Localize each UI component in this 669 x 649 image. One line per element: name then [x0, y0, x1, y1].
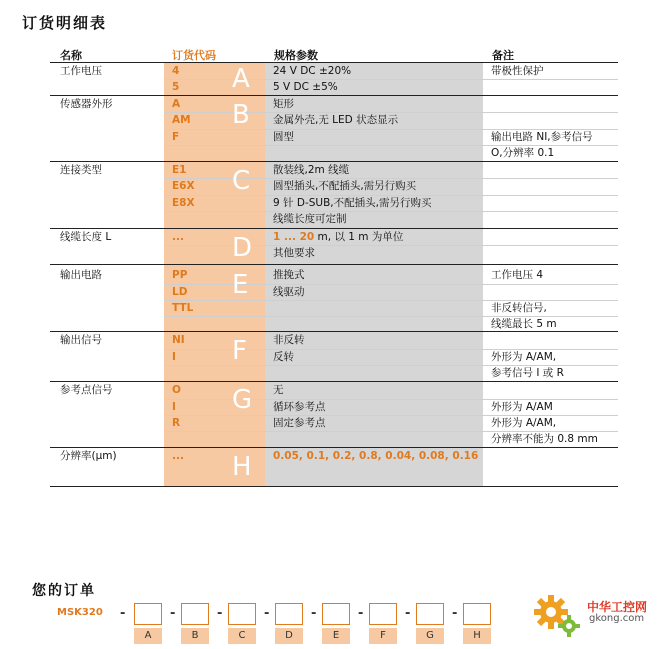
spec-value: 散装线,2m 线缆	[273, 164, 350, 176]
row-divider	[164, 300, 618, 301]
order-code: R	[172, 417, 181, 429]
order-code: I	[172, 351, 176, 363]
spec-value: 其他要求	[273, 247, 315, 259]
section-letter: G	[232, 385, 253, 415]
param-name: 连接类型	[60, 164, 102, 176]
note-text: 外形为 A/AM,	[491, 417, 557, 429]
order-separator: -	[452, 606, 458, 621]
spec-value: 圆型	[273, 131, 294, 143]
section-letter: C	[232, 166, 251, 196]
order-code-label: A	[134, 628, 162, 644]
order-code-label: G	[416, 628, 444, 644]
order-code: TTL	[172, 302, 194, 314]
header-name: 名称	[60, 49, 82, 62]
param-name: 参考点信号	[60, 384, 113, 396]
header-spec: 规格参数	[274, 49, 318, 62]
note-text: O,分辨率 0.1	[491, 147, 555, 159]
logo-url: gkong.com	[589, 613, 645, 624]
row-divider	[50, 228, 618, 229]
row-divider	[50, 447, 618, 448]
spec-value: 非反转	[273, 334, 305, 346]
spec-value: 线驱动	[273, 286, 305, 298]
section-letter: E	[232, 270, 249, 300]
order-code-label: C	[228, 628, 256, 644]
spec-unit: m, 以 1 m 为单位	[314, 231, 404, 243]
row-divider	[50, 381, 618, 382]
row-divider	[164, 211, 618, 212]
row-divider	[50, 95, 618, 96]
order-code: ...	[172, 231, 184, 243]
spec-value: 固定参考点	[273, 417, 326, 429]
param-name: 传感器外形	[60, 98, 113, 110]
order-code-input-f[interactable]	[369, 603, 397, 625]
order-code-input-b[interactable]	[181, 603, 209, 625]
spec-value: 推挽式	[273, 269, 305, 281]
param-name: 输出电路	[60, 269, 102, 281]
page-title: 订货明细表	[22, 14, 108, 32]
order-code: E6X	[172, 180, 195, 192]
order-code-input-c[interactable]	[228, 603, 256, 625]
order-code: LD	[172, 286, 188, 298]
param-name: 线缆长度 L	[60, 231, 112, 243]
header-note: 备注	[492, 49, 514, 62]
section-letter: B	[232, 100, 250, 130]
order-code: NI	[172, 334, 185, 346]
section-letter: H	[232, 452, 252, 482]
order-code: A	[172, 98, 181, 110]
model-label: MSK320	[57, 607, 103, 618]
gear-icon	[531, 592, 585, 640]
note-text: 输出电路 NI,参考信号	[491, 131, 593, 143]
order-code-input-d[interactable]	[275, 603, 303, 625]
note-text: 带极性保护	[491, 65, 544, 77]
header-code: 订货代码	[172, 49, 216, 62]
order-code: ...	[172, 450, 184, 462]
order-code: E8X	[172, 197, 195, 209]
gkong-logo	[531, 592, 661, 642]
note-text: 非反转信号,	[491, 302, 547, 314]
spec-value: 无	[273, 384, 284, 396]
spec-value: 循环参考点	[273, 401, 326, 413]
note-text: 参考信号 I 或 R	[491, 367, 564, 379]
spec-value: 9 针 D-SUB,不配插头,需另行购买	[273, 197, 432, 209]
order-code: F	[172, 131, 180, 143]
order-section-title: 您的订单	[32, 583, 96, 599]
row-divider	[50, 62, 618, 63]
order-code: 4	[172, 65, 180, 77]
order-code: 5	[172, 81, 180, 93]
spec-value	[273, 230, 403, 244]
param-name: 工作电压	[60, 65, 102, 77]
order-code-input-h[interactable]	[463, 603, 491, 625]
order-separator: -	[311, 606, 317, 621]
param-name: 分辨率(μm)	[60, 450, 117, 462]
section-letter: A	[232, 64, 250, 94]
spec-value: 圆型插头,不配插头,需另行购买	[273, 180, 417, 192]
order-separator: -	[170, 606, 176, 621]
order-code-input-e[interactable]	[322, 603, 350, 625]
spec-value: 5 V DC ±5%	[273, 81, 338, 93]
order-code: O	[172, 384, 181, 396]
order-separator: -	[217, 606, 223, 621]
order-separator: -	[120, 606, 126, 621]
note-text: 线缆最长 5 m	[491, 318, 557, 330]
note-text: 外形为 A/AM,	[491, 351, 557, 363]
order-separator: -	[358, 606, 364, 621]
note-text: 工作电压 4	[491, 269, 544, 281]
order-code-label: E	[322, 628, 350, 644]
order-code: AM	[172, 114, 191, 126]
row-divider	[50, 161, 618, 162]
spec-range: 1 ... 20	[273, 231, 315, 243]
order-code-label: B	[181, 628, 209, 644]
section-letter: D	[232, 233, 253, 263]
order-code-label: D	[275, 628, 303, 644]
param-name: 输出信号	[60, 334, 102, 346]
spec-value: 线缆长度可定制	[273, 213, 347, 225]
note-text: 外形为 A/AM	[491, 401, 553, 413]
spec-value: 0.05, 0.1, 0.2, 0.8, 0.04, 0.08, 0.16	[273, 450, 479, 462]
order-code-label: H	[463, 628, 491, 644]
spec-value: 金属外壳,无 LED 状态显示	[273, 114, 399, 126]
order-code: E1	[172, 164, 187, 176]
note-text: 分辨率不能为 0.8 mm	[491, 433, 598, 445]
logo-name: 中华工控网	[587, 600, 648, 614]
section-letter: F	[232, 336, 247, 366]
row-divider	[50, 264, 618, 265]
spec-value: 矩形	[273, 98, 294, 110]
order-code-input-a[interactable]	[134, 603, 162, 625]
order-separator: -	[405, 606, 411, 621]
order-code: I	[172, 401, 176, 413]
order-separator: -	[264, 606, 270, 621]
order-code-label: F	[369, 628, 397, 644]
spec-value: 24 V DC ±20%	[273, 65, 352, 77]
row-divider	[50, 486, 618, 487]
order-code: PP	[172, 269, 188, 281]
spec-value: 反转	[273, 351, 294, 363]
row-divider	[50, 331, 618, 332]
order-code-input-g[interactable]	[416, 603, 444, 625]
